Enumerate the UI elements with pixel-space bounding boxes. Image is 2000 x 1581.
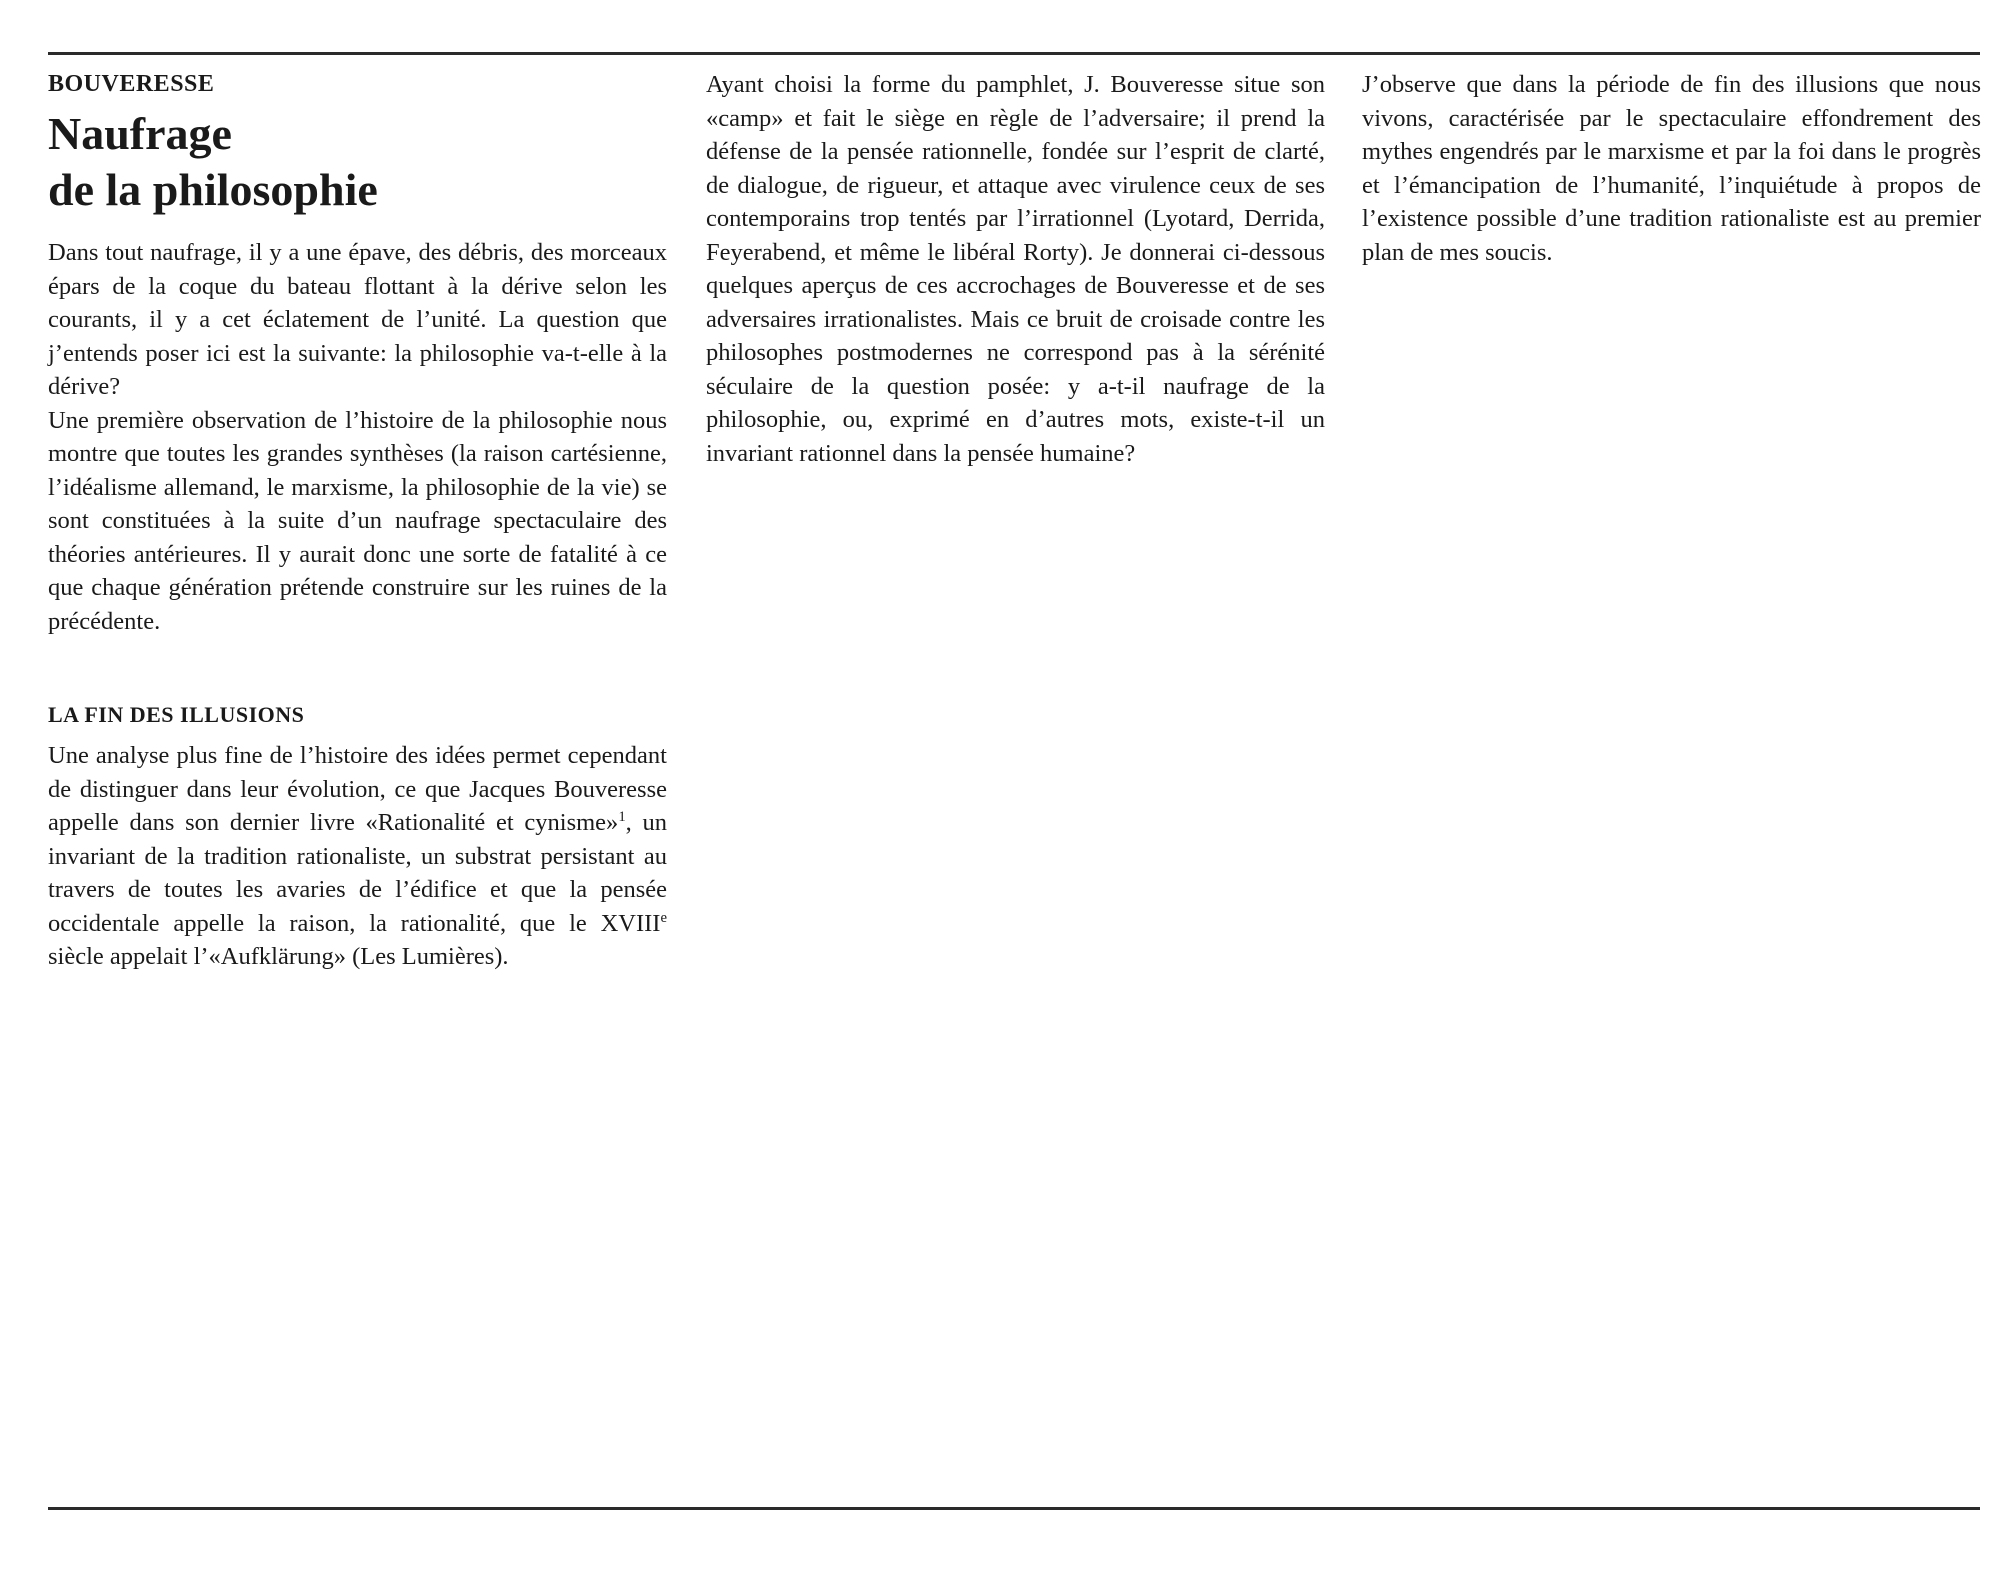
paragraph-4: Ayant choisi la forme du pamphlet, J. Bouveresse situe son «camp» et fait le siège en règle de l’adversaire; il prend la défense de la pensée rationnelle, fondée sur l’esprit de clarté, de dialogue, de rigueur, et attaque avec virulence ceux de ses contemporains trop tentés par l’irrationnel (Lyotard, Derrida, Feyerabend, et même le libéral Rorty). Je donnerai ci-dessous quelques aperçus de ces accrochages de Bouveresse et de ses adversaires irrationalistes. Mais ce bruit de croisade contre les philosophes postmodernes ne correspond pas à la sérénité séculaire de la question posée: y a-t-il naufrage de la philosophie, ou, exprimé en d’autres mots, existe-t-il un invariant rationnel dans la pensée humaine? <box>706 71 1325 467</box>
paragraph-1: Dans tout naufrage, il y a une épave, des débris, des morceaux épars de la coque du bateau flottant à la dérive selon les courants, il y a cet éclatement de l’unité. La question que j’entends poser ici est la suivante: la philosophie va-t-elle à la dérive? <box>48 239 667 400</box>
title-line-1: Naufrage <box>48 108 232 159</box>
subheading-fin-des-illusions: LA FIN DES ILLUSIONS <box>48 702 305 727</box>
article-title <box>48 106 667 218</box>
bottom-rule <box>48 1507 1980 1510</box>
top-rule <box>48 52 1980 55</box>
article-kicker: BOUVERESSE <box>48 71 215 97</box>
paragraph-5: J’observe que dans la période de fin des illusions que nous vivons, caractérisée par le spectaculaire effondrement des mythes engendrés par le marxisme et par la foi dans le progrès et l’émancipation de l’humanité, l’inquiétude à propos de l’existence possible d’une tradition rationaliste est au premier plan de mes soucis. <box>1362 71 1981 266</box>
paragraph-2: Une première observation de l’histoire de la philosophie nous montre que toutes les grandes synthèses (la raison cartésienne, l’idéalisme allemand, le marxisme, la philosophie de la vie) se sont constituées à la suite d’un naufrage spectaculaire des théories antérieures. Il y aurait donc une sorte de fatalité à ce que chaque génération prétende construire sur les ruines de la précédente. <box>48 406 667 635</box>
column-1 <box>48 68 667 974</box>
column-3 <box>1362 68 1981 269</box>
footnote-ref-1: 1 <box>618 808 626 825</box>
paragraph-3: Une analyse plus fine de l’histoire des idées permet cependant de distinguer dans leur évolution, ce que Jacques Bouveresse appelle dans son dernier livre «Rationalité et cynisme»$^1$, un invariant de la tradition rationaliste, un substrat persistant au travers de toutes les avaries de l’édifice et que la pensée occidentale appelle la raison, la rationalité, que le XVIIIe siècle appelait l’«Aufklärung» (Les Lumières). <box>48 742 667 970</box>
column-2 <box>706 68 1325 470</box>
title-line-2: de la philosophie <box>48 164 378 215</box>
